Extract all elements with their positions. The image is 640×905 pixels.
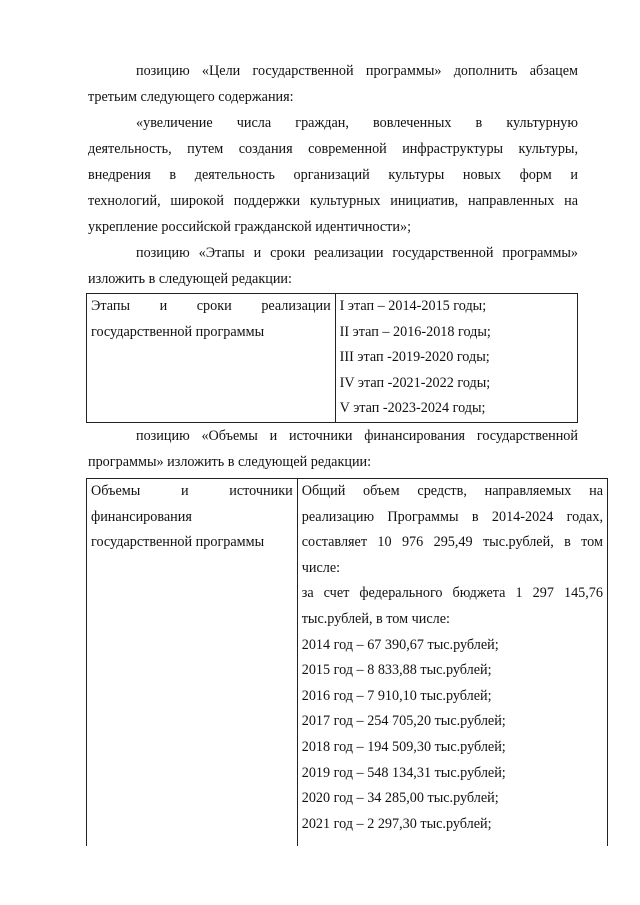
paragraph-goals (88, 58, 578, 110)
funding-year-line: 2016 год – 7 910,10 тыс.рублей; (301, 687, 492, 704)
cell-line: Объемы и источники (91, 483, 293, 499)
funding-value-cell (297, 479, 607, 846)
funding-year-line: 2021 год – 2 297,30 тыс.рублей; (301, 815, 492, 832)
stage-item: III этап -2019-2020 годы; (339, 349, 490, 366)
paragraph-funding (88, 423, 578, 475)
paragraph-line: «увеличение числа граждан, вовлеченных в культурную (136, 115, 578, 131)
funding-year-line: 2015 год – 8 833,88 тыс.рублей; (301, 662, 492, 679)
funding-line: реализацию Программы в 2014-2024 годах, (301, 508, 603, 525)
stage-item: I этап – 2014-2015 годы; (339, 298, 487, 314)
paragraph-stages (88, 240, 578, 292)
funding-line: числе: (301, 559, 341, 576)
funding-year-line: 2019 год – 548 134,31 тыс.рублей; (301, 764, 506, 781)
stages-table (86, 293, 578, 423)
paragraph-line: позицию «Объемы и источники финансирования государственной (136, 428, 578, 444)
stage-item: IV этап -2021-2022 годы; (339, 374, 491, 391)
funding-year-line: 2014 год – 67 390,67 тыс.рублей; (301, 636, 499, 653)
stage-item: II этап – 2016-2018 годы; (339, 323, 491, 340)
stage-item: V этап -2023-2024 годы; (339, 400, 486, 417)
cell-line: государственной программы (91, 323, 265, 340)
funding-line: Общий объем средств, направляемых на (301, 483, 603, 499)
funding-label-cell (87, 479, 298, 846)
paragraph-line: укрепление российской гражданской идентичности»; (88, 219, 412, 235)
paragraph-quote (88, 110, 578, 240)
paragraph-line: внедрения в деятельность организаций культуры новых форм и (88, 167, 578, 183)
stages-label-cell (87, 294, 336, 423)
funding-year-line: 2020 год – 34 285,00 тыс.рублей; (301, 790, 499, 807)
paragraph-line: позицию «Цели государственной программы» дополнить абзацем (136, 63, 578, 79)
funding-year-line: 2018 год – 194 509,30 тыс.рублей; (301, 738, 506, 755)
paragraph-line: программы» изложить в следующей редакции: (88, 454, 372, 470)
funding-line: за счет федерального бюджета 1 297 145,76 (301, 585, 603, 602)
paragraph-line: изложить в следующей редакции: (88, 271, 292, 287)
funding-table (86, 478, 608, 846)
stages-value-cell (335, 294, 577, 423)
funding-year-line: 2017 год – 254 705,20 тыс.рублей; (301, 713, 506, 730)
cell-line: государственной программы (91, 534, 265, 551)
funding-line: тыс.рублей, в том числе: (301, 610, 450, 627)
cell-line: финансирования (91, 508, 192, 525)
cell-line: Этапы и сроки реализации (91, 298, 331, 314)
paragraph-line: технологий, широкой поддержки культурных инициатив, направленных на (88, 193, 578, 209)
funding-line: составляет 10 976 295,49 тыс.рублей, в том (301, 534, 603, 551)
paragraph-line: позицию «Этапы и сроки реализации государственной программы» (136, 245, 578, 261)
paragraph-line: деятельность, путем создания современной инфраструктуры культуры, (88, 141, 578, 157)
paragraph-line: третьим следующего содержания: (88, 89, 294, 105)
